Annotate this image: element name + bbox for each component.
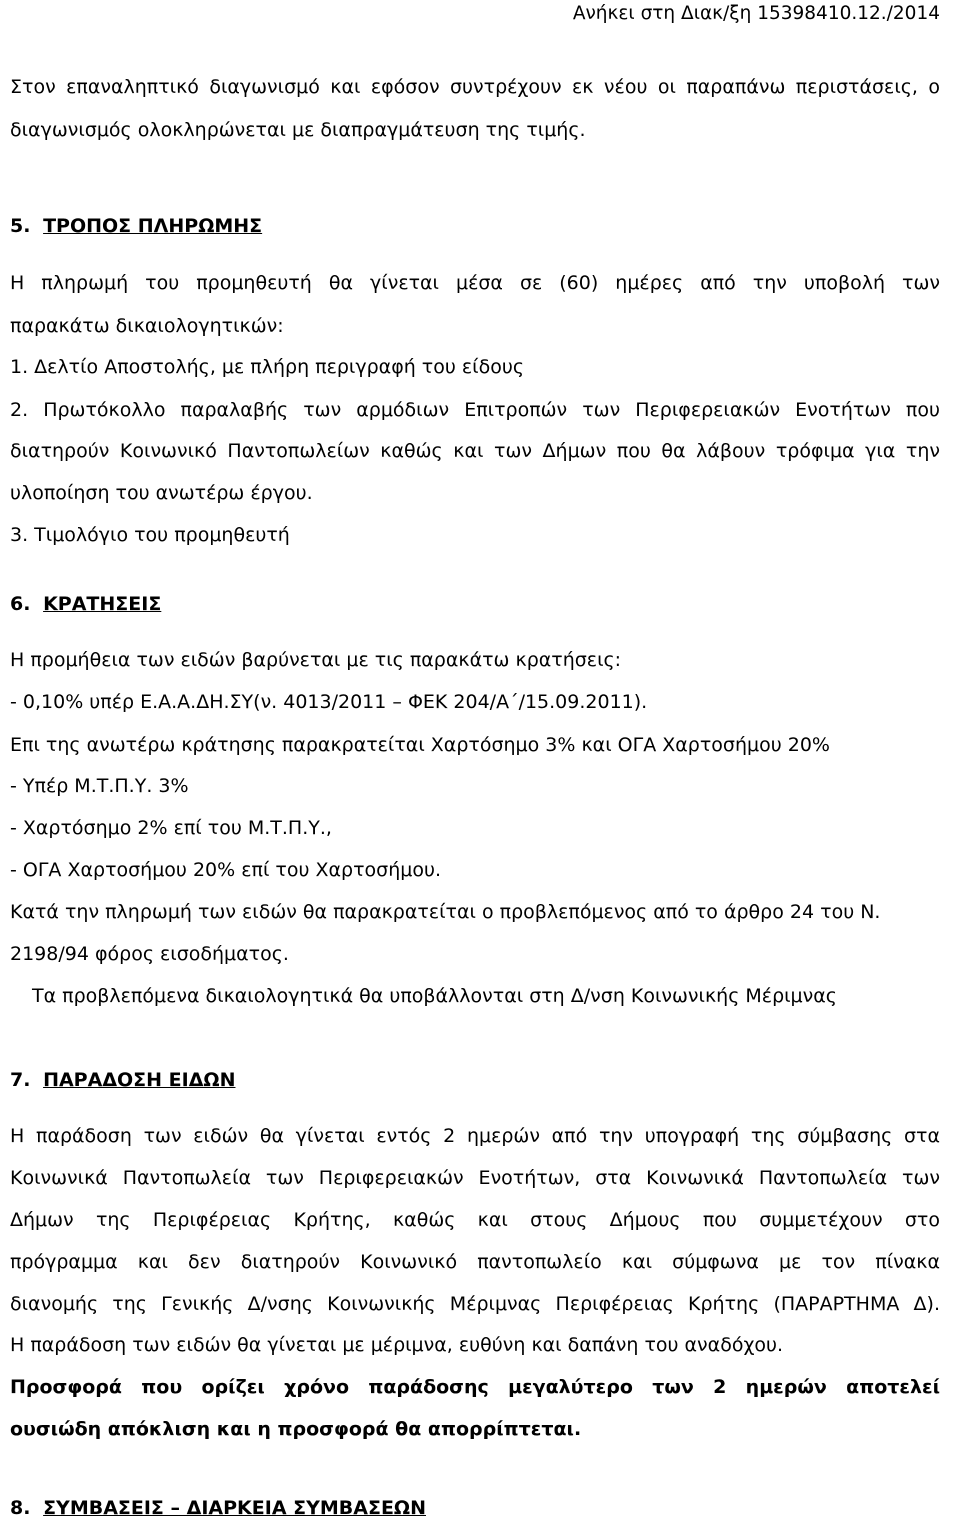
intro-line-1: Στον επαναληπτικό διαγωνισμό και εφόσον συντρέχουν εκ νέου οι παραπάνω περιστάσεις, ο [10,76,940,98]
section-7-line-5: διανομής της Γενικής Δ/νσης Κοινωνικής Μέριμνας Περιφέρειας Κρήτης (ΠΑΡΑΡΤΗΜΑ Δ). [10,1293,940,1315]
section-7-line-2: Κοινωνικά Παντοπωλεία των Περιφερειακών Ενοτήτων, στα Κοινωνικά Παντοπωλεία των [10,1167,940,1189]
section-6-line-8: 2198/94 φόρος εισοδήματος. [10,943,289,965]
section-6-line-1: Η προμήθεια των ειδών βαρύνεται με τις παρακάτω κρατήσεις: [10,649,622,671]
section-5-heading [10,215,262,237]
section-6-line-2: - 0,10% υπέρ Ε.Α.Α.ΔΗ.ΣΥ(ν. 4013/2011 – ΦΕΚ 204/Α΄/15.09.2011). [10,691,648,713]
page-header-reference: Ανήκει στη Διακ/ξη 15398410.12./2014 [572,3,940,24]
section-5-item-2-line-2: διατηρούν Κοινωνικό Παντοπωλείων καθώς και των Δήμων που θα λάβουν τρόφιμα για την [10,440,940,462]
section-6-number: 6. [10,593,31,615]
intro-line-2: διαγωνισμός ολοκληρώνεται με διαπραγμάτευση της τιμής. [10,119,586,141]
section-6-title: ΚΡΑΤΗΣΕΙΣ [43,593,162,615]
section-8-title: ΣΥΜΒΑΣΕΙΣ – ΔΙΑΡΚΕΙΑ ΣΥΜΒΑΣΕΩΝ [43,1497,426,1519]
section-8-heading [10,1497,426,1519]
section-6-line-3: Επι της ανωτέρω κράτησης παρακρατείται Χαρτόσημο 3% και ΟΓΑ Χαρτοσήμου 20% [10,734,830,756]
section-7-title: ΠΑΡΑΔΟΣΗ ΕΙΔΩΝ [43,1069,236,1091]
section-7-line-3: Δήμων της Περιφέρειας Κρήτης, καθώς και στους Δήμους που συμμετέχουν στο [10,1209,940,1231]
section-6-heading [10,593,161,615]
section-5-title: ΤΡΟΠΟΣ ΠΛΗΡΩΜΗΣ [43,215,263,237]
section-7-heading [10,1069,235,1091]
section-6-line-9: Τα προβλεπόμενα δικαιολογητικά θα υποβάλλονται στη Δ/νση Κοινωνικής Μέριμνας [32,985,837,1007]
section-7-line-6: Η παράδοση των ειδών θα γίνεται με μέριμνα, ευθύνη και δαπάνη του αναδόχου. [10,1334,784,1356]
section-5-item-1: 1. Δελτίο Αποστολής, με πλήρη περιγραφή του είδους [10,356,524,378]
section-7-number: 7. [10,1069,31,1091]
section-6-line-7: Κατά την πληρωμή των ειδών θα παρακρατείται ο προβλεπόμενος από το άρθρο 24 του Ν. [10,901,881,923]
section-6-line-4: - Υπέρ Μ.Τ.Π.Υ. 3% [10,775,189,797]
section-5-item-3: 3. Τιμολόγιο του προμηθευτή [10,524,290,546]
section-7-line-1: Η παράδοση των ειδών θα γίνεται εντός 2 ημερών από την υπογραφή της σύμβασης στα [10,1125,940,1147]
section-5-para-line-1: Η πληρωμή του προμηθευτή θα γίνεται μέσα σε (60) ημέρες από την υποβολή των [10,272,940,294]
section-6-line-5: - Χαρτόσημο 2% επί του Μ.Τ.Π.Υ., [10,817,332,839]
section-5-item-2-line-3: υλοποίηση του ανωτέρω έργου. [10,482,313,504]
section-6-line-6: - ΟΓΑ Χαρτοσήμου 20% επί του Χαρτοσήμου. [10,859,442,881]
section-7-bold-line-1: Προσφορά που ορίζει χρόνο παράδοσης μεγαλύτερο των 2 ημερών αποτελεί [10,1376,940,1398]
section-8-number: 8. [10,1497,31,1519]
section-5-item-2-line-1: 2. Πρωτόκολλο παραλαβής των αρμόδιων Επιτροπών των Περιφερειακών Ενοτήτων που [10,399,940,421]
section-5-para-line-2: παρακάτω δικαιολογητικών: [10,315,284,337]
section-5-number: 5. [10,215,31,237]
section-7-line-4: πρόγραμμα και δεν διατηρούν Κοινωνικό παντοπωλείο και σύμφωνα με τον πίνακα [10,1251,940,1273]
section-7-bold-line-2: ουσιώδη απόκλιση και η προσφορά θα απορρίπτεται. [10,1418,582,1440]
